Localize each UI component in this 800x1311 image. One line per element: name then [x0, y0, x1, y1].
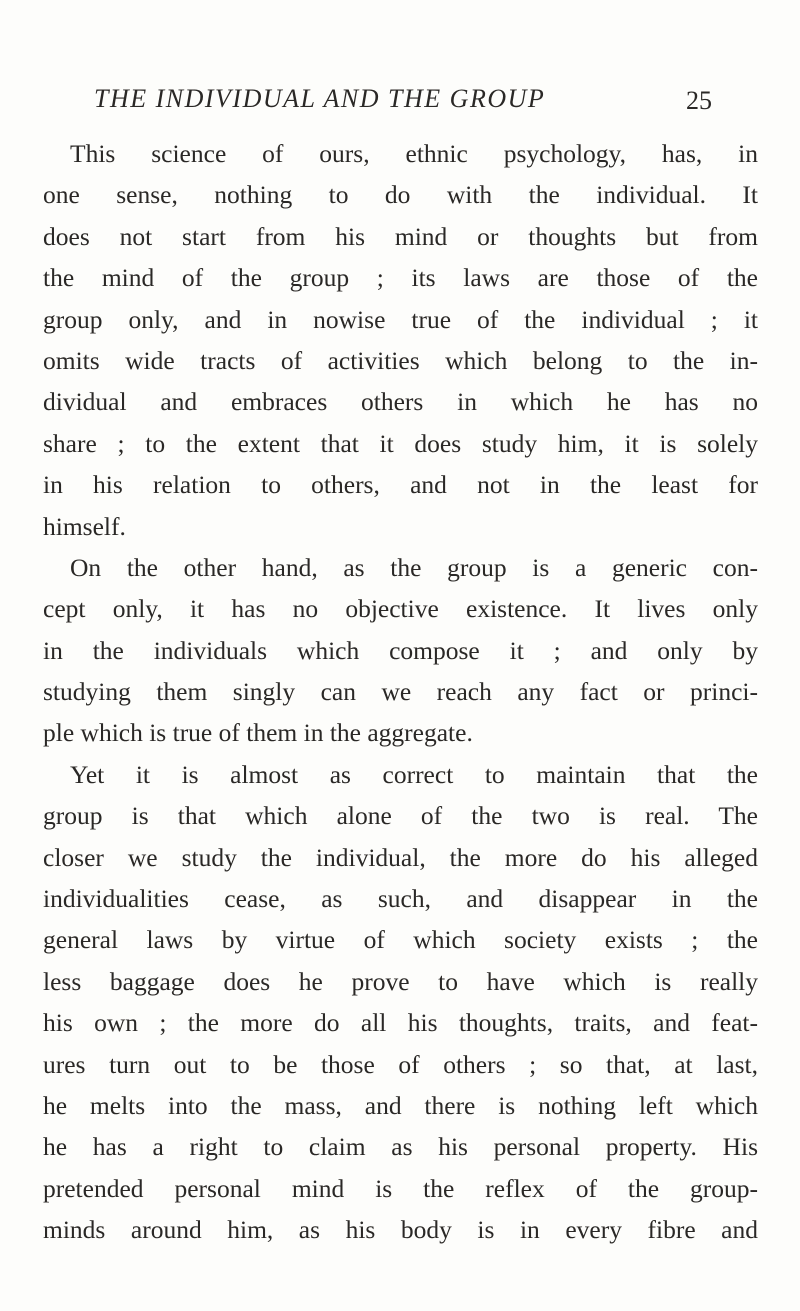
text-line: Yet it is almost as correct to maintain that the	[70, 759, 758, 789]
text-line: omits wide tracts of activities which belong to the in-	[43, 345, 758, 375]
text-line: cept only, it has no objective existence. It lives only	[43, 594, 758, 624]
text-line: in his relation to others, and not in the least for	[43, 470, 758, 500]
text-line: ures turn out to be those of others ; so that, at last,	[43, 1049, 758, 1079]
body-text	[43, 133, 758, 1251]
text-line: On the other hand, as the group is a generic con-	[70, 552, 758, 582]
text-line: less baggage does he prove to have which is really	[43, 966, 758, 996]
running-title: THE INDIVIDUAL AND THE GROUP	[94, 84, 546, 113]
text-line: he melts into the mass, and there is nothing left which	[43, 1090, 758, 1120]
text-line: group is that which alone of the two is real. The	[43, 801, 758, 831]
text-line: closer we study the individual, the more do his alleged	[43, 842, 758, 872]
text-line: This science of ours, ethnic psychology, has, in	[70, 139, 758, 168]
running-head	[0, 84, 800, 120]
text-line: pretended personal mind is the reflex of the group-	[43, 1173, 758, 1203]
text-line: group only, and in nowise true of the individual ; it	[43, 304, 758, 334]
text-line: his own ; the more do all his thoughts, traits, and feat-	[43, 1008, 758, 1038]
text-line: studying them singly can we reach any fact or princi-	[43, 677, 758, 707]
text-line: ple which is true of them in the aggregate.	[43, 718, 473, 748]
text-line: minds around him, as his body is in every fibre and	[43, 1215, 758, 1245]
text-line: one sense, nothing to do with the individual. It	[43, 180, 758, 210]
text-line: general laws by virtue of which society exists ; the	[43, 925, 758, 955]
text-line: does not start from his mind or thoughts but from	[43, 221, 758, 251]
text-line: in the individuals which compose it ; and only by	[43, 635, 758, 665]
text-line: himself.	[43, 511, 126, 541]
text-line: the mind of the group ; its laws are those of the	[43, 263, 758, 293]
text-line: share ; to the extent that it does study him, it is solely	[43, 428, 758, 458]
page-number: 25	[686, 86, 712, 115]
text-line: dividual and embraces others in which he has no	[43, 387, 758, 417]
text-line: he has a right to claim as his personal property. His	[43, 1132, 758, 1162]
text-line: individualities cease, as such, and disappear in the	[43, 884, 758, 914]
